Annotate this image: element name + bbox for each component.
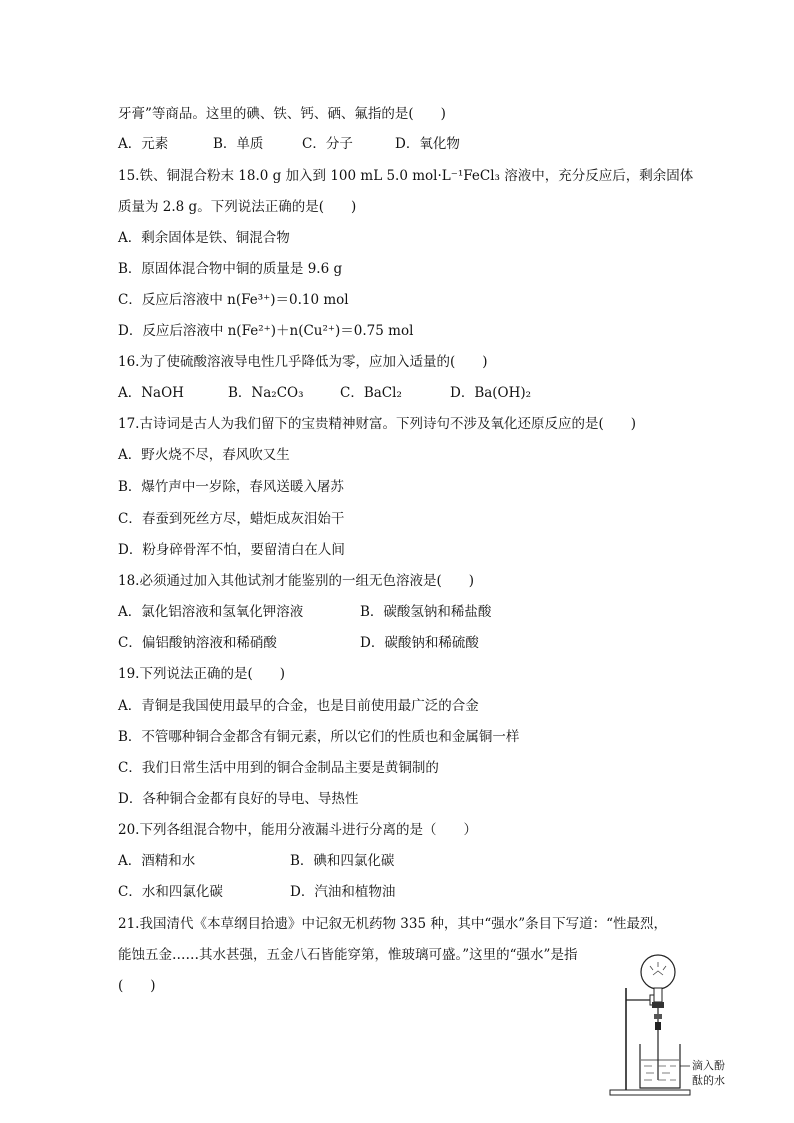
rubber-stopper (652, 1002, 664, 1008)
q15-option-c: C．反应后溶液中 n(Fe³⁺)＝0.10 mol (118, 292, 349, 308)
q18-option-c: C．偏铝酸钠溶液和稀硝酸 (118, 635, 277, 651)
q18-option-b: B．碳酸氢钠和稀盐酸 (360, 604, 492, 620)
figure-label (692, 1058, 725, 1088)
stand-base (610, 1090, 690, 1095)
q16-stem: 16.为了使硫酸溶液导电性几乎降低为零，应加入适量的( ) (118, 354, 488, 370)
water-hatch (644, 1066, 676, 1080)
q15-stem-line1: 15.铁、铜混合粉末 18.0 g 加入到 100 mL 5.0 mol·L⁻¹FeCl₃ 溶液中，充分反应后，剩余固体 (118, 168, 694, 184)
q15-stem-line2: 质量为 2.8 g。下列说法正确的是( ) (118, 199, 357, 215)
q15-option-d: D．反应后溶液中 n(Fe²⁺)＋n(Cu²⁺)＝0.75 mol (118, 323, 414, 339)
q16-option-b: B．Na₂CO₃ (228, 385, 304, 401)
q14-option-c: C．分子 (302, 136, 353, 152)
flask-neck (654, 988, 662, 1002)
q21-stem-line3: ( ) (118, 978, 156, 994)
q17-option-b: B．爆竹声中一岁除，春风送暖入屠苏 (118, 479, 344, 495)
q17-stem: 17.古诗词是古人为我们留下的宝贵精神财富。下列诗句不涉及氧化还原反应的是( ) (118, 416, 637, 432)
figure-label-line2: 酞的水 (692, 1074, 725, 1087)
q15-option-a: A．剩余固体是铁、铜混合物 (118, 230, 290, 246)
q18-stem: 18.必须通过加入其他试剂才能鉴别的一组无色溶液是( ) (118, 573, 475, 589)
tube-clip (654, 1014, 662, 1019)
q16-option-a: A．NaOH (118, 385, 184, 401)
q21-stem-line2: 能蚀五金……其水甚强，五金八石皆能穿第，惟玻璃可盛。”这里的“强水”是指 (118, 947, 578, 963)
q19-stem: 19.下列说法正确的是( ) (118, 666, 286, 682)
q16-option-c: C．BaCl₂ (340, 385, 402, 401)
q18-option-a: A．氯化铝溶液和氢氧化钾溶液 (118, 604, 304, 620)
q14-stem: 牙膏”等商品。这里的碘、铁、钙、硒、氟指的是( ) (118, 106, 446, 122)
q20-option-b: B．碘和四氯化碳 (290, 853, 395, 869)
q20-option-a: A．酒精和水 (118, 853, 196, 869)
q15-option-b: B．原固体混合物中铜的质量是 9.6 g (118, 261, 343, 277)
q20-stem: 20.下列各组混合物中，能用分液漏斗进行分离的是（ ） (118, 822, 477, 838)
q19-option-c: C．我们日常生活中用到的铜合金制品主要是黄铜制的 (118, 760, 439, 776)
q19-option-a: A．青铜是我国使用最早的合金，也是目前使用最广泛的合金 (118, 698, 479, 714)
q20-option-c: C．水和四氯化碳 (118, 884, 223, 900)
q14-option-b: B．单质 (213, 136, 264, 152)
q14-option-a: A．元素 (118, 136, 169, 152)
q16-option-d: D．Ba(OH)₂ (450, 385, 532, 401)
q17-option-c: C．春蚕到死丝方尽，蜡炬成灰泪始干 (118, 511, 345, 527)
q19-option-b: B．不管哪种铜合金都含有铜元素，所以它们的性质也和金属铜一样 (118, 729, 520, 745)
q17-option-a: A．野火烧不尽，春风吹又生 (118, 447, 290, 463)
q20-option-d: D．汽油和植物油 (290, 884, 396, 900)
q14-option-d: D．氧化物 (395, 136, 460, 152)
q17-option-d: D．粉身碎骨浑不怕，要留清白在人间 (118, 542, 345, 558)
q18-option-d: D．碳酸钠和稀硫酸 (360, 635, 479, 651)
fountain-apparatus-figure (606, 948, 746, 1098)
round-flask (641, 955, 675, 989)
q19-option-d: D．各种铜合金都有良好的导电、导热性 (118, 791, 359, 807)
q21-stem-line1: 21.我国清代《本草纲目拾遗》中记叙无机药物 335 种，其中“强水”条目下写道：“性最烈， (118, 916, 668, 932)
figure-label-line1: 滴入酚 (692, 1059, 725, 1072)
tube-rubber (655, 1022, 661, 1030)
